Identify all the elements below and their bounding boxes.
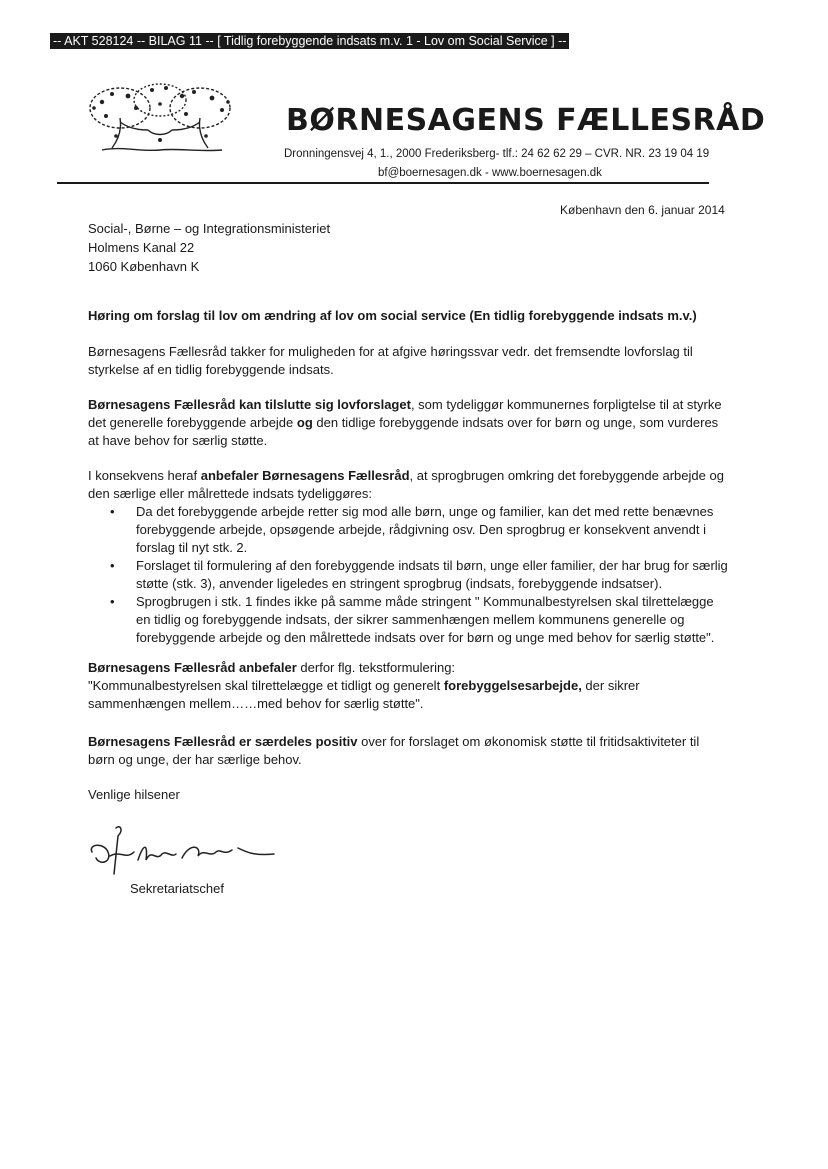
recommend-text: , at sprogbrugen omkring det forebyggende arbejde og den særlige eller målrettede indsats tydeliggøres:: [88, 468, 724, 501]
recommendation-intro: [88, 467, 728, 503]
paragraph-support: [88, 396, 728, 450]
paragraph-thanks: Børnesagens Fællesråd takker for muligheden for at afgive høringssvar vedr. det fremsendte lovforslag til styrkelse af en tidlig forebyggende indsats.: [88, 344, 693, 377]
paragraph-positive: [88, 733, 728, 769]
recipient-line: 1060 København K: [88, 259, 200, 274]
quote-bold-text: forebyggelsesarbejde,: [443, 678, 582, 693]
support-og-bold: og: [296, 415, 313, 430]
paragraph-wording: [88, 659, 728, 713]
quote-text: "Kommunalbestyrelsen skal tilrettelægge et tidligt og generelt: [88, 678, 444, 693]
header-divider: [57, 182, 709, 184]
wording-quote: [88, 677, 728, 713]
recipient-line: Holmens Kanal 22: [88, 240, 195, 255]
paragraph-recommendation: [88, 467, 728, 647]
organization-name: BØRNESAGENS FÆLLESRÅD: [286, 103, 766, 138]
signature-title: Sekretariatschef: [130, 881, 224, 896]
list-item: • Forslaget til formulering af den forebyggende indsats til børn, unge eller familier, der har brug for særlig støtte (stk. 3), anvender ligeledes en stringent sprogbrug (indsats, forebyggende indsatser).: [136, 557, 728, 593]
wording-intro: [88, 659, 728, 677]
bullet-list: [88, 503, 728, 647]
support-text: , som tydeliggør kommunernes forpligtelse til at styrke det generelle forebyggende arbejde: [88, 397, 722, 430]
handwritten-signature: [86, 822, 282, 882]
list-item: • Sprogbrugen i stk. 1 findes ikke på samme måde stringent " Kommunalbestyrelsen skal tilrettelægge en tidlig og forebyggende indsats, der sikrer sammenhængen mellem kommunens generelle og forebyggende arbejde og den målrettede indsats over for børn og unge med behov for særlig støtte".: [136, 593, 728, 647]
quote-text: der sikrer sammenhængen mellem……med behov for særlig støtte".: [88, 678, 640, 711]
organization-address: Dronningensvej 4, 1., 2000 Frederiksberg- tlf.: 24 62 62 29 – CVR. NR. 23 19 04 19: [284, 148, 710, 160]
archive-stamp: -- AKT 528124 -- BILAG 11 -- [ Tidlig forebyggende indsats m.v. 1 - Lov om Social Service ] --: [50, 33, 569, 49]
recipient-line: Social-, Børne – og Integrationsministeriet: [88, 221, 331, 236]
list-item: • Da det forebyggende arbejde retter sig mod alle børn, unge og familier, kan det med rette benævnes forebyggende arbejde, opsøgende arbejde, rådgivning osv. Den sprogbrug er konsekvent anvendt i forslag til nyt stk. 2.: [136, 503, 728, 557]
tree-logo-icon: [82, 78, 240, 160]
wording-text: derfor flg. tekstformulering:: [296, 660, 456, 675]
support-text: den tidlige forebyggende indsats over for børn og unge, som vurderes at have behov for særlig støtte.: [88, 415, 719, 448]
positive-bold-text: Børnesagens Fællesråd er særdeles positiv: [88, 734, 358, 749]
organization-contact: bf@boernesagen.dk - www.boernesagen.dk: [378, 167, 602, 179]
positive-text: over for forslaget om økonomisk støtte til fritidsaktiviteter til børn og unge, der har særlige behov.: [88, 734, 700, 767]
wording-bold-text: Børnesagens Fællesråd anbefaler: [88, 660, 297, 675]
letter-subject: Høring om forslag til lov om ændring af lov om social service (En tidlig forebyggende indsats m.v.): [88, 308, 697, 323]
recommend-bold-text: anbefaler Børnesagens Fællesråd: [200, 468, 410, 483]
letter-date: København den 6. januar 2014: [560, 203, 725, 217]
closing-greeting: Venlige hilsener: [88, 787, 180, 802]
recommend-text: I konsekvens heraf: [88, 468, 201, 483]
support-bold-text: Børnesagens Fællesråd kan tilslutte sig lovforslaget: [88, 397, 411, 412]
recipient-address: [88, 219, 330, 276]
